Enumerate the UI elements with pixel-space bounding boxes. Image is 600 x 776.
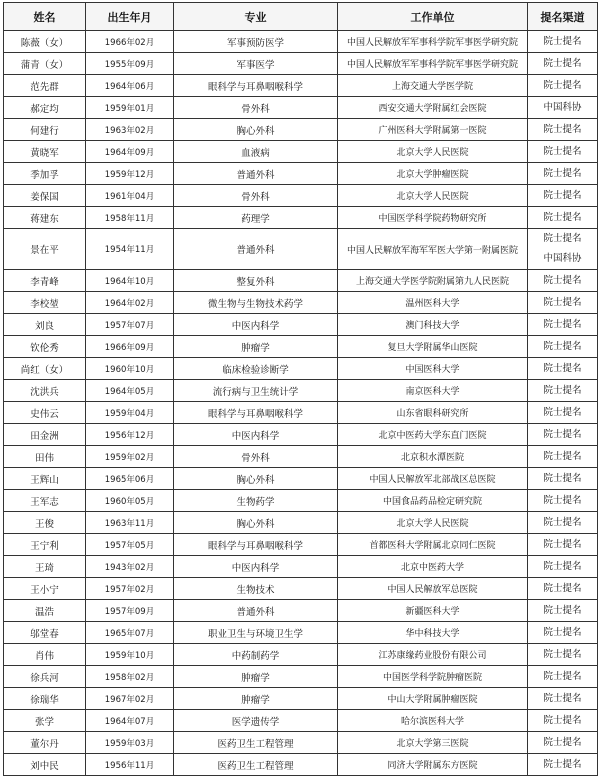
- name-cell: 史伟云: [4, 402, 86, 424]
- birth-cell: 1959年03月: [86, 732, 174, 754]
- table-row: [4, 710, 598, 732]
- birth-cell: 1955年09月: [86, 53, 174, 75]
- channel-label: 中国科协: [543, 101, 582, 113]
- major-cell: 军事预防医学: [174, 31, 338, 53]
- major-cell: 整复外科: [174, 270, 338, 292]
- channel-cell: [528, 207, 598, 229]
- unit-cell: 上海交通大学医学院: [338, 75, 528, 97]
- table-row: [4, 119, 598, 141]
- name-cell: 何建行: [4, 119, 86, 141]
- header-major: 专业: [174, 3, 338, 31]
- channel-label: 院士提名: [543, 296, 582, 308]
- birth-cell: 1957年09月: [86, 600, 174, 622]
- name-cell: 肖伟: [4, 644, 86, 666]
- name-cell: 沈洪兵: [4, 380, 86, 402]
- unit-cell: 中国人民解放军军事科学院军事医学研究院: [338, 31, 528, 53]
- channel-cell: [528, 710, 598, 732]
- major-cell: 胸心外科: [174, 119, 338, 141]
- major-cell: 骨外科: [174, 446, 338, 468]
- channel-label: 院士提名: [543, 233, 582, 244]
- channel-cell: [528, 97, 598, 119]
- unit-cell: 北京积水潭医院: [338, 446, 528, 468]
- channel-label: 院士提名: [543, 538, 582, 550]
- major-cell: 生物药学: [174, 490, 338, 512]
- table-row: [4, 534, 598, 556]
- major-cell: 药理学: [174, 207, 338, 229]
- major-cell: 医药卫生工程管理: [174, 732, 338, 754]
- channel-label: 院士提名: [543, 450, 582, 462]
- major-cell: 骨外科: [174, 97, 338, 119]
- name-cell: 范先群: [4, 75, 86, 97]
- birth-cell: 1966年02月: [86, 31, 174, 53]
- birth-cell: 1956年11月: [86, 754, 174, 776]
- major-cell: 微生物与生物技术药学: [174, 292, 338, 314]
- channel-label-secondary: 中国科协: [543, 253, 582, 264]
- major-cell: 眼科学与耳鼻咽喉科学: [174, 75, 338, 97]
- unit-cell: 北京大学人民医院: [338, 141, 528, 163]
- channel-label: 院士提名: [543, 145, 582, 157]
- major-cell: 骨外科: [174, 185, 338, 207]
- channel-cell: [528, 229, 598, 270]
- channel-cell: [528, 468, 598, 490]
- name-cell: 黄晓军: [4, 141, 86, 163]
- name-cell: 季加孚: [4, 163, 86, 185]
- birth-cell: 1959年10月: [86, 644, 174, 666]
- name-cell: 徐兵河: [4, 666, 86, 688]
- channel-cell: [528, 185, 598, 207]
- unit-cell: 中国食品药品检定研究院: [338, 490, 528, 512]
- major-cell: 生物技术: [174, 578, 338, 600]
- unit-cell: 中国人民解放军军事科学院军事医学研究院: [338, 53, 528, 75]
- channel-cell: [528, 688, 598, 710]
- channel-label: 院士提名: [543, 167, 582, 179]
- header-name: 姓名: [4, 3, 86, 31]
- table-row: [4, 53, 598, 75]
- unit-cell: 中国人民解放军总医院: [338, 578, 528, 600]
- channel-label: 院士提名: [543, 516, 582, 528]
- channel-label: 院士提名: [543, 714, 582, 726]
- unit-cell: 新疆医科大学: [338, 600, 528, 622]
- table-row: [4, 31, 598, 53]
- header-birth: 出生年月: [86, 3, 174, 31]
- birth-cell: 1959年12月: [86, 163, 174, 185]
- birth-cell: 1964年07月: [86, 710, 174, 732]
- unit-cell: 北京大学人民医院: [338, 512, 528, 534]
- unit-cell: 中国医学科学院肿瘤医院: [338, 666, 528, 688]
- channel-cell: [528, 53, 598, 75]
- unit-cell: 南京医科大学: [338, 380, 528, 402]
- channel-cell: [528, 336, 598, 358]
- name-cell: 徐瑞华: [4, 688, 86, 710]
- channel-cell: [528, 490, 598, 512]
- major-cell: 流行病与卫生统计学: [174, 380, 338, 402]
- table-row: [4, 666, 598, 688]
- channel-label: 院士提名: [543, 79, 582, 91]
- table-body: [4, 31, 598, 776]
- major-cell: 中医内科学: [174, 424, 338, 446]
- name-cell: 蒋建东: [4, 207, 86, 229]
- table-row: [4, 292, 598, 314]
- channel-cell: [528, 163, 598, 185]
- channel-cell: [528, 512, 598, 534]
- unit-cell: 温州医科大学: [338, 292, 528, 314]
- channel-label: 院士提名: [543, 274, 582, 286]
- unit-cell: 江苏康缘药业股份有限公司: [338, 644, 528, 666]
- major-cell: 医学遗传学: [174, 710, 338, 732]
- birth-cell: 1958年11月: [86, 207, 174, 229]
- channel-label: 院士提名: [543, 384, 582, 396]
- birth-cell: 1965年06月: [86, 468, 174, 490]
- birth-cell: 1956年12月: [86, 424, 174, 446]
- name-cell: 蒲青（女）: [4, 53, 86, 75]
- name-cell: 王琦: [4, 556, 86, 578]
- birth-cell: 1967年02月: [86, 688, 174, 710]
- name-cell: 张学: [4, 710, 86, 732]
- table-row: [4, 380, 598, 402]
- channel-label: 院士提名: [543, 626, 582, 638]
- channel-cell: [528, 380, 598, 402]
- unit-cell: 中国人民解放军海军军医大学第一附属医院: [338, 229, 528, 270]
- table-row: [4, 688, 598, 710]
- channel-cell: [528, 556, 598, 578]
- table-row: [4, 358, 598, 380]
- table-row: [4, 270, 598, 292]
- channel-label: 院士提名: [543, 362, 582, 374]
- nominee-table: [3, 2, 598, 776]
- table-row: [4, 141, 598, 163]
- channel-cell: [528, 622, 598, 644]
- unit-cell: 北京中医药大学: [338, 556, 528, 578]
- name-cell: 田金洲: [4, 424, 86, 446]
- unit-cell: 中国医学科学院药物研究所: [338, 207, 528, 229]
- channel-cell: [528, 732, 598, 754]
- channel-label: 院士提名: [543, 123, 582, 135]
- unit-cell: 山东省眼科研究所: [338, 402, 528, 424]
- table-row: [4, 424, 598, 446]
- unit-cell: 北京大学肿瘤医院: [338, 163, 528, 185]
- birth-cell: 1957年02月: [86, 578, 174, 600]
- major-cell: 普通外科: [174, 229, 338, 270]
- major-cell: 普通外科: [174, 163, 338, 185]
- birth-cell: 1964年09月: [86, 141, 174, 163]
- name-cell: 景在平: [4, 229, 86, 270]
- name-cell: 邬堂春: [4, 622, 86, 644]
- unit-cell: 中国医科大学: [338, 358, 528, 380]
- unit-cell: 中国人民解放军北部战区总医院: [338, 468, 528, 490]
- channel-label: 院士提名: [543, 604, 582, 616]
- table-row: [4, 732, 598, 754]
- birth-cell: 1963年02月: [86, 119, 174, 141]
- name-cell: 陈薇（女）: [4, 31, 86, 53]
- table-row: [4, 556, 598, 578]
- birth-cell: 1961年04月: [86, 185, 174, 207]
- table-row: [4, 446, 598, 468]
- channel-label: 院士提名: [543, 736, 582, 748]
- table-row: [4, 754, 598, 776]
- table-row: [4, 490, 598, 512]
- channel-label: 院士提名: [543, 648, 582, 660]
- name-cell: 刘良: [4, 314, 86, 336]
- channel-label: 院士提名: [543, 472, 582, 484]
- table-row: [4, 314, 598, 336]
- name-cell: 李青峰: [4, 270, 86, 292]
- major-cell: 肿瘤学: [174, 688, 338, 710]
- table-row: [4, 512, 598, 534]
- channel-label: 院士提名: [543, 211, 582, 223]
- birth-cell: 1959年01月: [86, 97, 174, 119]
- birth-cell: 1943年02月: [86, 556, 174, 578]
- birth-cell: 1966年09月: [86, 336, 174, 358]
- unit-cell: 华中科技大学: [338, 622, 528, 644]
- unit-cell: 上海交通大学医学院附属第九人民医院: [338, 270, 528, 292]
- major-cell: 肿瘤学: [174, 336, 338, 358]
- name-cell: 王军志: [4, 490, 86, 512]
- name-cell: 钦伦秀: [4, 336, 86, 358]
- channel-label: 院士提名: [543, 35, 582, 47]
- table-row: [4, 207, 598, 229]
- channel-cell: [528, 292, 598, 314]
- major-cell: 中医内科学: [174, 314, 338, 336]
- header-unit: 工作单位: [338, 3, 528, 31]
- name-cell: 王辉山: [4, 468, 86, 490]
- table-row: [4, 336, 598, 358]
- birth-cell: 1964年06月: [86, 75, 174, 97]
- unit-cell: 广州医科大学附属第一医院: [338, 119, 528, 141]
- table-row: [4, 402, 598, 424]
- channel-label: 院士提名: [543, 670, 582, 682]
- channel-label: 院士提名: [543, 318, 582, 330]
- name-cell: 田伟: [4, 446, 86, 468]
- major-cell: 中医内科学: [174, 556, 338, 578]
- channel-cell: [528, 270, 598, 292]
- unit-cell: 同济大学附属东方医院: [338, 754, 528, 776]
- channel-cell: [528, 141, 598, 163]
- table-row: [4, 75, 598, 97]
- channel-label: 院士提名: [543, 758, 582, 770]
- unit-cell: 北京中医药大学东直门医院: [338, 424, 528, 446]
- birth-cell: 1964年02月: [86, 292, 174, 314]
- major-cell: 中药制药学: [174, 644, 338, 666]
- birth-cell: 1958年02月: [86, 666, 174, 688]
- channel-cell: [528, 446, 598, 468]
- unit-cell: 首都医科大学附属北京同仁医院: [338, 534, 528, 556]
- major-cell: 胸心外科: [174, 468, 338, 490]
- major-cell: 医药卫生工程管理: [174, 754, 338, 776]
- name-cell: 李校堃: [4, 292, 86, 314]
- name-cell: 温浩: [4, 600, 86, 622]
- major-cell: 职业卫生与环境卫生学: [174, 622, 338, 644]
- major-cell: 血液病: [174, 141, 338, 163]
- table-row: [4, 229, 598, 270]
- name-cell: 王俊: [4, 512, 86, 534]
- channel-label: 院士提名: [543, 428, 582, 440]
- major-cell: 临床检验诊断学: [174, 358, 338, 380]
- name-cell: 郝定均: [4, 97, 86, 119]
- channel-label: 院士提名: [543, 560, 582, 572]
- name-cell: 董尔丹: [4, 732, 86, 754]
- name-cell: 尚红（女）: [4, 358, 86, 380]
- birth-cell: 1959年02月: [86, 446, 174, 468]
- header-channel: 提名渠道: [528, 3, 598, 31]
- unit-cell: 澳门科技大学: [338, 314, 528, 336]
- channel-cell: [528, 644, 598, 666]
- birth-cell: 1957年07月: [86, 314, 174, 336]
- name-cell: 刘中民: [4, 754, 86, 776]
- major-cell: 普通外科: [174, 600, 338, 622]
- channel-cell: [528, 75, 598, 97]
- table-row: [4, 578, 598, 600]
- channel-cell: [528, 578, 598, 600]
- birth-cell: 1964年10月: [86, 270, 174, 292]
- major-cell: 眼科学与耳鼻咽喉科学: [174, 402, 338, 424]
- table-row: [4, 97, 598, 119]
- unit-cell: 中山大学附属肿瘤医院: [338, 688, 528, 710]
- unit-cell: 西安交通大学附属红会医院: [338, 97, 528, 119]
- name-cell: 王小宁: [4, 578, 86, 600]
- channel-label: 院士提名: [543, 340, 582, 352]
- birth-cell: 1954年11月: [86, 229, 174, 270]
- channel-label: 院士提名: [543, 582, 582, 594]
- channel-cell: [528, 402, 598, 424]
- channel-cell: [528, 600, 598, 622]
- table-row: [4, 644, 598, 666]
- channel-cell: [528, 358, 598, 380]
- major-cell: 军事医学: [174, 53, 338, 75]
- birth-cell: 1959年04月: [86, 402, 174, 424]
- birth-cell: 1964年05月: [86, 380, 174, 402]
- major-cell: 胸心外科: [174, 512, 338, 534]
- major-cell: 肿瘤学: [174, 666, 338, 688]
- table-row: [4, 600, 598, 622]
- channel-label: 院士提名: [543, 189, 582, 201]
- channel-label: 院士提名: [543, 494, 582, 506]
- birth-cell: 1963年11月: [86, 512, 174, 534]
- birth-cell: 1957年05月: [86, 534, 174, 556]
- unit-cell: 北京大学人民医院: [338, 185, 528, 207]
- channel-cell: [528, 666, 598, 688]
- header-row: [4, 3, 598, 31]
- table-row: [4, 622, 598, 644]
- table-row: [4, 468, 598, 490]
- channel-cell: [528, 119, 598, 141]
- channel-cell: [528, 754, 598, 776]
- channel-label: 院士提名: [543, 57, 582, 69]
- major-cell: 眼科学与耳鼻咽喉科学: [174, 534, 338, 556]
- table-row: [4, 185, 598, 207]
- name-cell: 姜保国: [4, 185, 86, 207]
- birth-cell: 1965年07月: [86, 622, 174, 644]
- unit-cell: 哈尔滨医科大学: [338, 710, 528, 732]
- name-cell: 王宁利: [4, 534, 86, 556]
- table-row: [4, 163, 598, 185]
- channel-label: 院士提名: [543, 692, 582, 704]
- channel-cell: [528, 314, 598, 336]
- birth-cell: 1960年05月: [86, 490, 174, 512]
- unit-cell: 北京大学第三医院: [338, 732, 528, 754]
- birth-cell: 1960年10月: [86, 358, 174, 380]
- unit-cell: 复旦大学附属华山医院: [338, 336, 528, 358]
- channel-label: 院士提名: [543, 406, 582, 418]
- channel-cell: [528, 534, 598, 556]
- channel-cell: [528, 424, 598, 446]
- channel-cell: [528, 31, 598, 53]
